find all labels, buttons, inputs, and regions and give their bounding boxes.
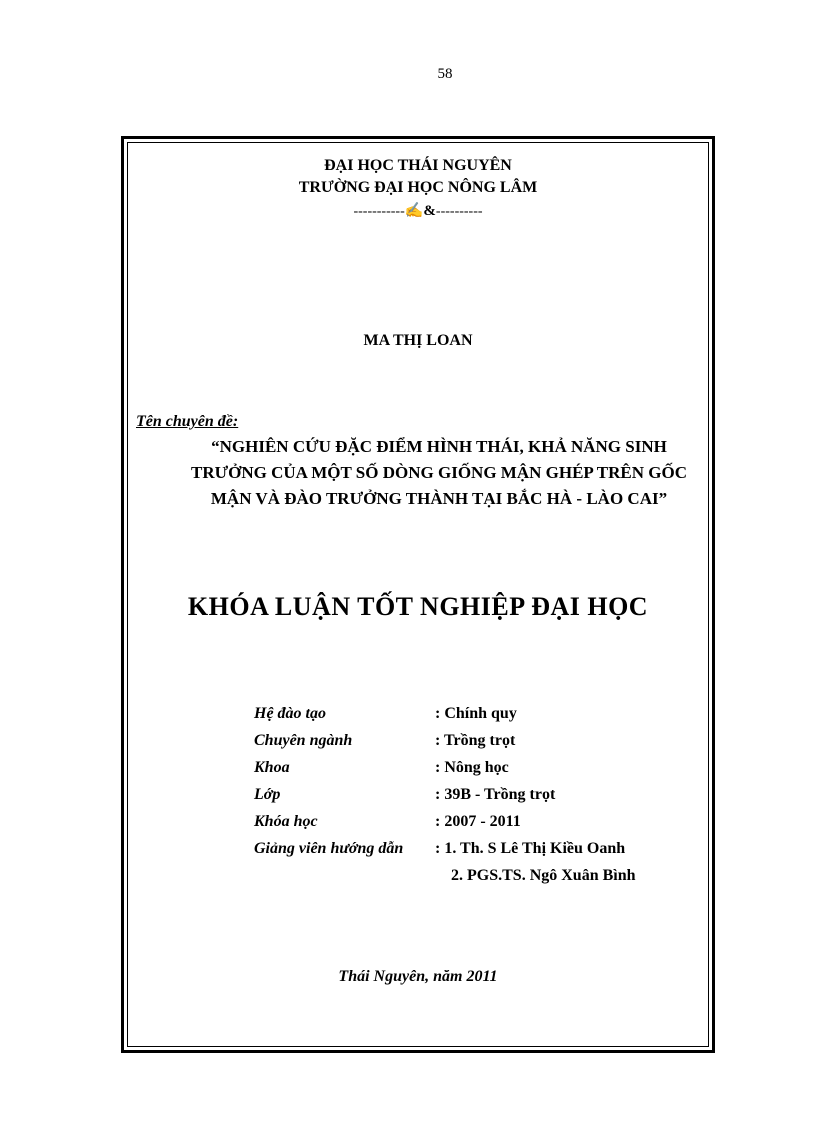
info-row-faculty xyxy=(254,754,636,781)
topic-title-line-1: “NGHIÊN CỨU ĐẶC ĐIỂM HÌNH THÁI, KHẢ NĂNG SINH xyxy=(211,437,667,456)
place-and-year: Thái Nguyên, năm 2011 xyxy=(338,968,498,985)
info-value: : 2007 - 2011 xyxy=(435,812,521,830)
topic-label: Tên chuyên đề: xyxy=(136,413,239,430)
info-value: : 39B - Trồng trọt xyxy=(435,785,556,803)
info-key: Lớp xyxy=(254,785,281,803)
university-name: ĐẠI HỌC THÁI NGUYÊN xyxy=(324,157,512,174)
author-name: MA THỊ LOAN xyxy=(363,332,473,349)
info-key: Khóa học xyxy=(254,812,318,830)
info-value: : Trồng trọt xyxy=(435,731,516,749)
info-value-advisor-2: 2. PGS.TS. Ngô Xuân Bình xyxy=(451,866,636,884)
divider-ornament-icon: ✍& xyxy=(404,203,436,219)
info-row-class xyxy=(254,781,636,808)
info-key: Giảng viên hướng dẫn xyxy=(254,839,404,857)
info-row-advisor xyxy=(254,835,636,862)
info-value: : 1. Th. S Lê Thị Kiều Oanh xyxy=(435,839,626,857)
info-key: Chuyên ngành xyxy=(254,731,353,749)
info-row-course xyxy=(254,808,636,835)
info-key: Khoa xyxy=(254,758,290,776)
divider-left-dashes: ----------- xyxy=(353,204,405,219)
school-name: TRƯỜNG ĐẠI HỌC NÔNG LÂM xyxy=(298,179,538,196)
info-value: : Nông học xyxy=(435,758,509,776)
header-divider xyxy=(121,201,715,220)
topic-title-line-2: TRƯỞNG CỦA MỘT SỐ DÒNG GIỐNG MẬN GHÉP TRÊN GỐC xyxy=(190,463,688,482)
page-number: 58 xyxy=(437,66,453,82)
divider-right-dashes: ---------- xyxy=(435,204,483,219)
info-row-advisor-2 xyxy=(254,862,636,889)
info-row-training-system xyxy=(254,700,636,727)
student-info-table xyxy=(254,700,636,889)
thesis-type-heading: KHÓA LUẬN TỐT NGHIỆP ĐẠI HỌC xyxy=(187,592,649,621)
info-value: : Chính quy xyxy=(435,704,517,722)
info-row-major xyxy=(254,727,636,754)
topic-title-line-3: MẬN VÀ ĐÀO TRƯỞNG THÀNH TẠI BẮC HÀ - LÀO CAI” xyxy=(210,489,668,508)
info-key: Hệ đào tạo xyxy=(254,704,326,722)
